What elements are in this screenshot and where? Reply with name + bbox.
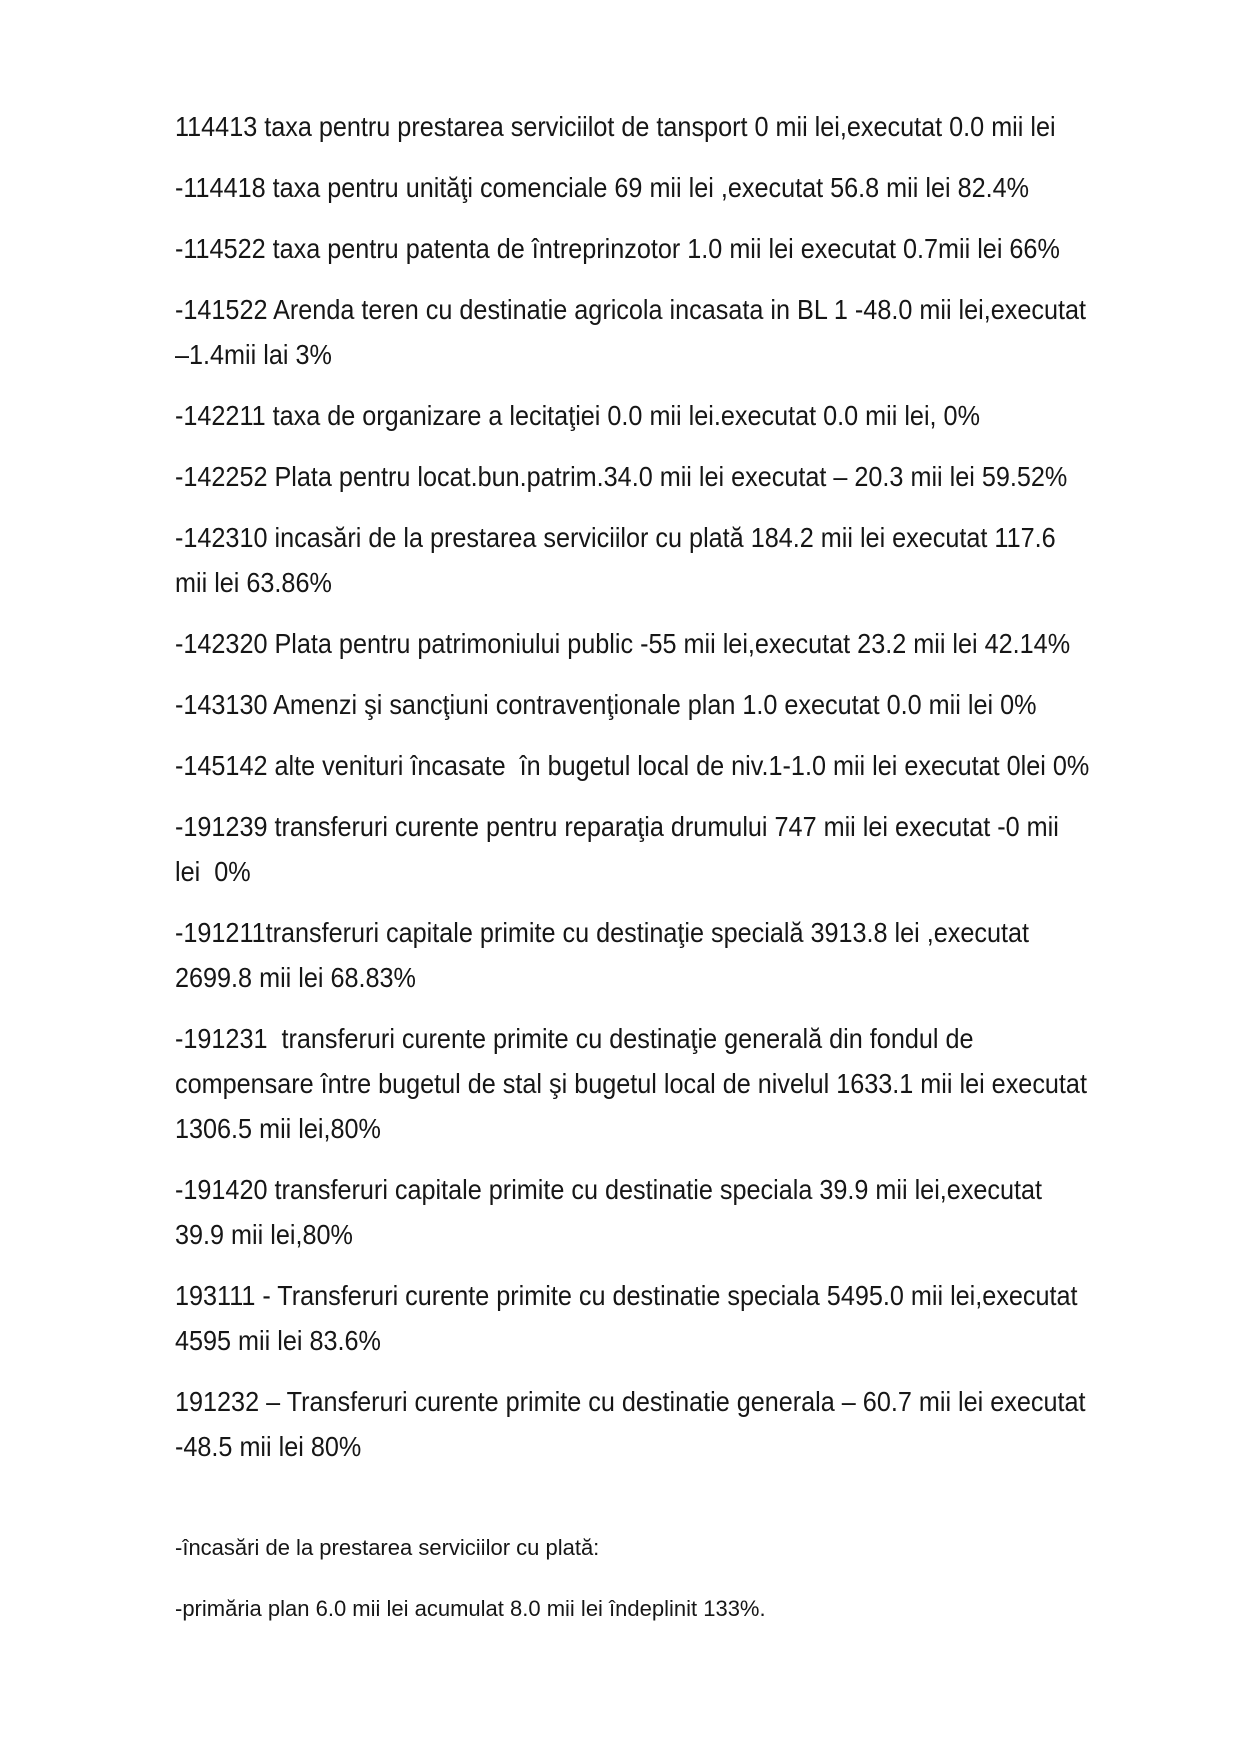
budget-line bbox=[175, 165, 1240, 210]
text-line: 191232 – Transferuri curente primite cu destinatie generala – 60.7 mii lei executat bbox=[175, 1386, 1086, 1417]
text-line: -145142 alte venituri încasate în bugetul local de niv.1-1.0 mii lei executat 0lei 0% bbox=[175, 750, 1090, 781]
note-line bbox=[175, 1525, 1240, 1570]
budget-line bbox=[175, 104, 1240, 149]
text-line: -114418 taxa pentru unităţi comenciale 69 mii lei ,executat 56.8 mii lei 82.4% bbox=[175, 172, 1030, 203]
text-line: -încasări de la prestarea serviciilor cu plată: bbox=[175, 1535, 600, 1560]
text-line: -142211 taxa de organizare a lecitaţiei 0.0 mii lei.executat 0.0 mii lei, 0% bbox=[175, 400, 980, 431]
budget-line bbox=[175, 804, 1240, 894]
budget-report-notes bbox=[175, 1525, 1240, 1631]
text-line: –1.4mii lai 3% bbox=[175, 339, 332, 370]
budget-line bbox=[175, 393, 1240, 438]
note-line bbox=[175, 1586, 1240, 1631]
text-line: -191420 transferuri capitale primite cu destinatie speciala 39.9 mii lei,executat bbox=[175, 1174, 1043, 1205]
budget-line bbox=[175, 743, 1240, 788]
text-line: -142320 Plata pentru patrimoniului public -55 mii lei,executat 23.2 mii lei 42.14% bbox=[175, 628, 1071, 659]
budget-line bbox=[175, 1379, 1240, 1469]
text-line: 114413 taxa pentru prestarea serviciilot de tansport 0 mii lei,executat 0.0 mii lei bbox=[175, 111, 1056, 142]
text-line: -142252 Plata pentru locat.bun.patrim.34.0 mii lei executat – 20.3 mii lei 59.52% bbox=[175, 461, 1068, 492]
text-line: 1306.5 mii lei,80% bbox=[175, 1113, 381, 1144]
text-line: -48.5 mii lei 80% bbox=[175, 1431, 362, 1462]
budget-line bbox=[175, 454, 1240, 499]
text-line: mii lei 63.86% bbox=[175, 567, 332, 598]
document-content bbox=[175, 104, 1240, 1647]
text-line: 193111 - Transferuri curente primite cu destinatie speciala 5495.0 mii lei,executat bbox=[175, 1280, 1078, 1311]
budget-line bbox=[175, 910, 1240, 1000]
text-line: compensare între bugetul de stal şi bugetul local de nivelul 1633.1 mii lei executat bbox=[175, 1068, 1087, 1099]
budget-report-body bbox=[175, 104, 1240, 1469]
text-line: -142310 incasări de la prestarea serviciilor cu plată 184.2 mii lei executat 117.6 bbox=[175, 522, 1056, 553]
budget-line bbox=[175, 1273, 1240, 1363]
text-line: 2699.8 mii lei 68.83% bbox=[175, 962, 416, 993]
text-line: -191211transferuri capitale primite cu destinaţie specială 3913.8 lei ,executat bbox=[175, 917, 1030, 948]
text-line: -191239 transferuri curente pentru reparaţia drumului 747 mii lei executat -0 mii bbox=[175, 811, 1059, 842]
budget-line bbox=[175, 621, 1240, 666]
text-line: -primăria plan 6.0 mii lei acumulat 8.0 mii lei îndeplinit 133%. bbox=[175, 1596, 766, 1621]
budget-line bbox=[175, 1016, 1240, 1151]
text-line: 4595 mii lei 83.6% bbox=[175, 1325, 381, 1356]
budget-line bbox=[175, 226, 1240, 271]
budget-line bbox=[175, 515, 1240, 605]
budget-line bbox=[175, 1167, 1240, 1257]
budget-line bbox=[175, 682, 1240, 727]
text-line: -114522 taxa pentru patenta de întreprinzotor 1.0 mii lei executat 0.7mii lei 66% bbox=[175, 233, 1060, 264]
text-line: -143130 Amenzi şi sancţiuni contravenţionale plan 1.0 executat 0.0 mii lei 0% bbox=[175, 689, 1037, 720]
text-line: -191231 transferuri curente primite cu destinaţie generală din fondul de bbox=[175, 1023, 974, 1054]
text-line: 39.9 mii lei,80% bbox=[175, 1219, 353, 1250]
budget-line bbox=[175, 287, 1240, 377]
text-line: -141522 Arenda teren cu destinatie agricola incasata in BL 1 -48.0 mii lei,executat bbox=[175, 294, 1087, 325]
text-line: lei 0% bbox=[175, 856, 251, 887]
